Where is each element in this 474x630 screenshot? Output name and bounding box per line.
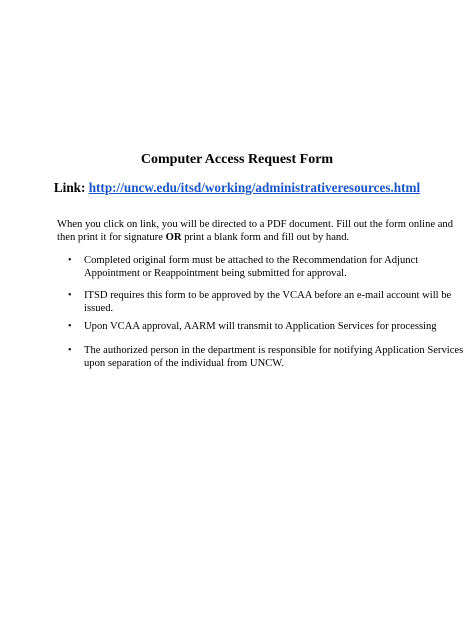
list-item-line: upon separation of the individual from UNCW.	[84, 358, 284, 369]
list-item-text	[84, 320, 437, 333]
intro-line-2	[57, 231, 427, 244]
list-item-line: ITSD requires this form to be approved by the VCAA before an e-mail account will be	[84, 290, 452, 301]
form-link[interactable]: http://uncw.edu/itsd/working/administrativeresources.html	[88, 180, 421, 195]
list-item-line: Upon VCAA approval, AARM will transmit to Application Services for processing	[84, 321, 437, 332]
intro-paragraph	[57, 218, 454, 244]
intro-text-a: then print it for signature	[57, 232, 163, 243]
intro-text-b: print a blank form and fill out by hand.	[184, 232, 350, 243]
list-item-line: issued.	[84, 303, 114, 314]
bullet-icon: •	[68, 290, 72, 301]
bullet-icon: •	[68, 321, 72, 332]
list-item-line: The authorized person in the department is responsible for notifying Application Services	[84, 345, 464, 356]
bullet-icon: •	[68, 345, 72, 356]
list-item-text	[84, 344, 464, 370]
intro-or-emphasis: OR	[165, 232, 182, 243]
document-title: Computer Access Request Form	[140, 152, 334, 167]
intro-line-1: When you click on link, you will be directed to a PDF document. Fill out the form online and	[57, 219, 454, 230]
link-label: Link:	[53, 180, 86, 195]
list-item-text	[84, 254, 428, 280]
list-item-line: Completed original form must be attached to the Recommendation for Adjunct	[84, 255, 419, 266]
list-item-line: Appointment or Reappointment being submitted for approval.	[84, 268, 347, 279]
link-line	[0, 180, 474, 196]
list-item-text	[84, 289, 452, 315]
bullet-icon: •	[68, 255, 72, 266]
